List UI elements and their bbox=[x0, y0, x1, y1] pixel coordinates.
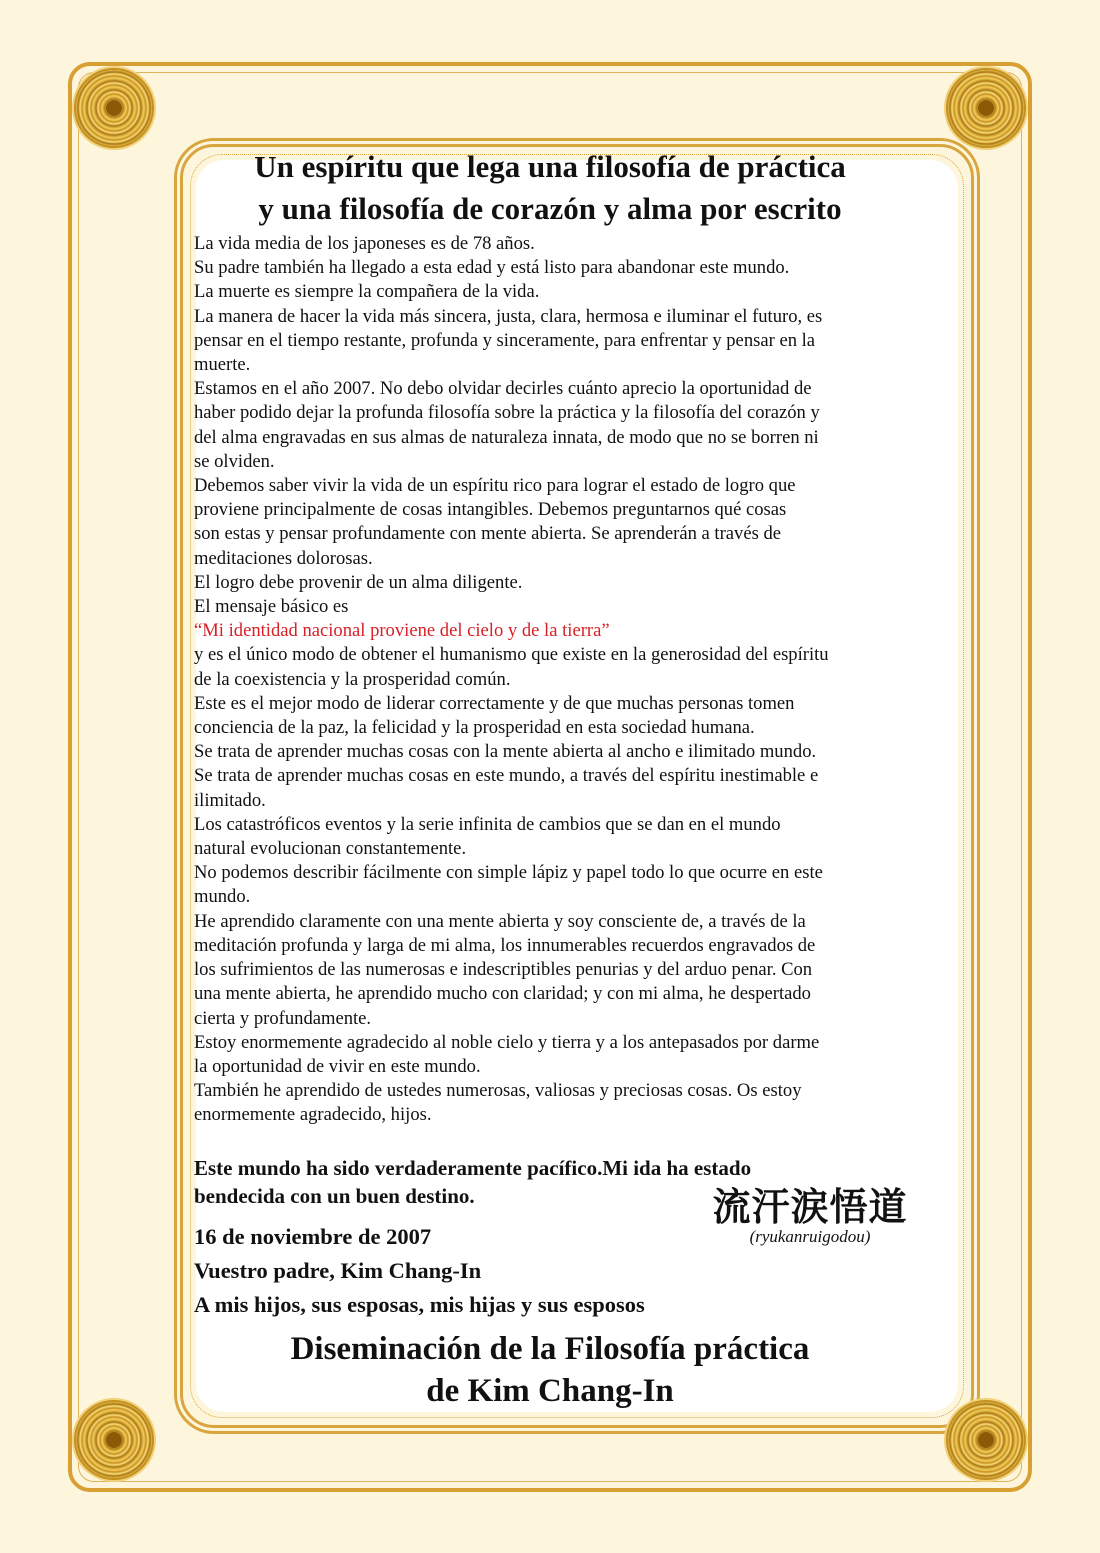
motto-seal bbox=[700, 1186, 920, 1246]
body-line: del alma engravadas en sus almas de naturaleza innata, de modo que no se borren ni bbox=[194, 426, 819, 448]
footer-title-line-2: de Kim Chang-In bbox=[426, 1373, 674, 1409]
body-line: de la coexistencia y la prosperidad común. bbox=[194, 668, 511, 690]
body-line: Su padre también ha llegado a esta edad y está listo para abandonar este mundo. bbox=[194, 257, 790, 279]
body-line: conciencia de la paz, la felicidad y la prosperidad en esta sociedad humana. bbox=[194, 717, 755, 739]
body-line: muerte. bbox=[194, 354, 251, 376]
body-line: Se trata de aprender muchas cosas con la mente abierta al ancho e ilimitado mundo. bbox=[194, 741, 817, 763]
body-line: No podemos describir fácilmente con simple lápiz y papel todo lo que ocurre en este bbox=[194, 862, 823, 884]
body-line: natural evolucionan constantemente. bbox=[194, 838, 467, 860]
body-line: meditaciones dolorosas. bbox=[194, 547, 373, 569]
body-line: haber podido dejar la profunda filosofía sobre la práctica y la filosofía del corazón y bbox=[194, 402, 820, 424]
body-line: los sufrimientos de las numerosas e indescriptibles penurias y del arduo penar. Con bbox=[194, 959, 813, 981]
title-line-1: Un espíritu que lega una filosofía de práctica bbox=[254, 149, 846, 184]
body-line: una mente abierta, he aprendido mucho con claridad; y con mi alma, he despertado bbox=[194, 983, 811, 1005]
body-line: Los catastróficos eventos y la serie infinita de cambios que se dan en el mundo bbox=[194, 813, 781, 835]
body-line: He aprendido claramente con una mente abierta y soy consciente de, a través de la bbox=[194, 910, 806, 932]
gold-medallion-icon bbox=[948, 70, 1024, 146]
body-line: la oportunidad de vivir en este mundo. bbox=[194, 1055, 481, 1077]
title-line-2: y una filosofía de corazón y alma por escrito bbox=[258, 191, 842, 226]
document-title bbox=[190, 146, 910, 230]
body-line: se olviden. bbox=[194, 450, 275, 472]
body-line: Estoy enormemente agradecido al noble cielo y tierra y a los antepasados por darme bbox=[194, 1031, 820, 1053]
gold-medallion-icon bbox=[76, 1402, 152, 1478]
body-line: proviene principalmente de cosas intangibles. Debemos preguntarnos qué cosas bbox=[194, 499, 787, 521]
body-line: La muerte es siempre la compañera de la vida. bbox=[194, 281, 540, 303]
body-line: El logro debe provenir de un alma diligente. bbox=[194, 571, 523, 593]
body-line: mundo. bbox=[194, 886, 251, 908]
body-line: Este es el mejor modo de liderar correctamente y de que muchas personas tomen bbox=[194, 692, 795, 714]
footer-title bbox=[190, 1328, 910, 1412]
footer-title-line-1: Diseminación de la Filosofía práctica bbox=[290, 1331, 810, 1367]
closing-line-2: bendecida con un buen destino. bbox=[194, 1184, 475, 1208]
body-line: La vida media de los japoneses es de 78 años. bbox=[194, 233, 535, 254]
closing-line-1: Este mundo ha sido verdaderamente pacífico.Mi ida ha estado bbox=[194, 1156, 752, 1180]
body-line: pensar en el tiempo restante, profunda y sinceramente, para enfrentar y pensar en la bbox=[194, 329, 816, 351]
body-line: El mensaje básico es bbox=[194, 596, 349, 618]
gold-medallion-icon bbox=[948, 1402, 1024, 1478]
motto-kanji: 流汗涙悟道 bbox=[712, 1185, 908, 1229]
dedication: A mis hijos, sus esposas, mis hijas y sus esposos bbox=[194, 1292, 645, 1317]
motto-romanization: (ryukanruigodou) bbox=[749, 1227, 871, 1246]
body-line: cierta y profundamente. bbox=[194, 1007, 372, 1029]
gold-medallion-icon bbox=[76, 70, 152, 146]
body-line: y es el único modo de obtener el humanismo que existe en la generosidad del espíritu bbox=[194, 644, 829, 666]
body-line: Estamos en el año 2007. No debo olvidar decirles cuánto aprecio la oportunidad de bbox=[194, 378, 812, 400]
body-line: meditación profunda y larga de mi alma, los innumerables recuerdos engravados de bbox=[194, 934, 816, 956]
body-line: ilimitado. bbox=[194, 789, 266, 811]
letter-body bbox=[194, 232, 924, 1128]
letter-date: 16 de noviembre de 2007 bbox=[194, 1224, 432, 1249]
body-line: También he aprendido de ustedes numerosas, valiosas y preciosas cosas. Os estoy bbox=[194, 1080, 802, 1102]
body-line: “Mi identidad nacional proviene del cielo y de la tierra” bbox=[194, 620, 610, 642]
body-line: Se trata de aprender muchas cosas en este mundo, a través del espíritu inestimable e bbox=[194, 765, 819, 787]
body-line: son estas y pensar profundamente con mente abierta. Se aprenderán a través de bbox=[194, 523, 782, 545]
signature: Vuestro padre, Kim Chang-In bbox=[194, 1258, 482, 1283]
body-line: La manera de hacer la vida más sincera, justa, clara, hermosa e iluminar el futuro, es bbox=[194, 305, 823, 327]
body-line: Debemos saber vivir la vida de un espíritu rico para lograr el estado de logro que bbox=[194, 475, 796, 497]
body-line: enormemente agradecido, hijos. bbox=[194, 1104, 432, 1126]
